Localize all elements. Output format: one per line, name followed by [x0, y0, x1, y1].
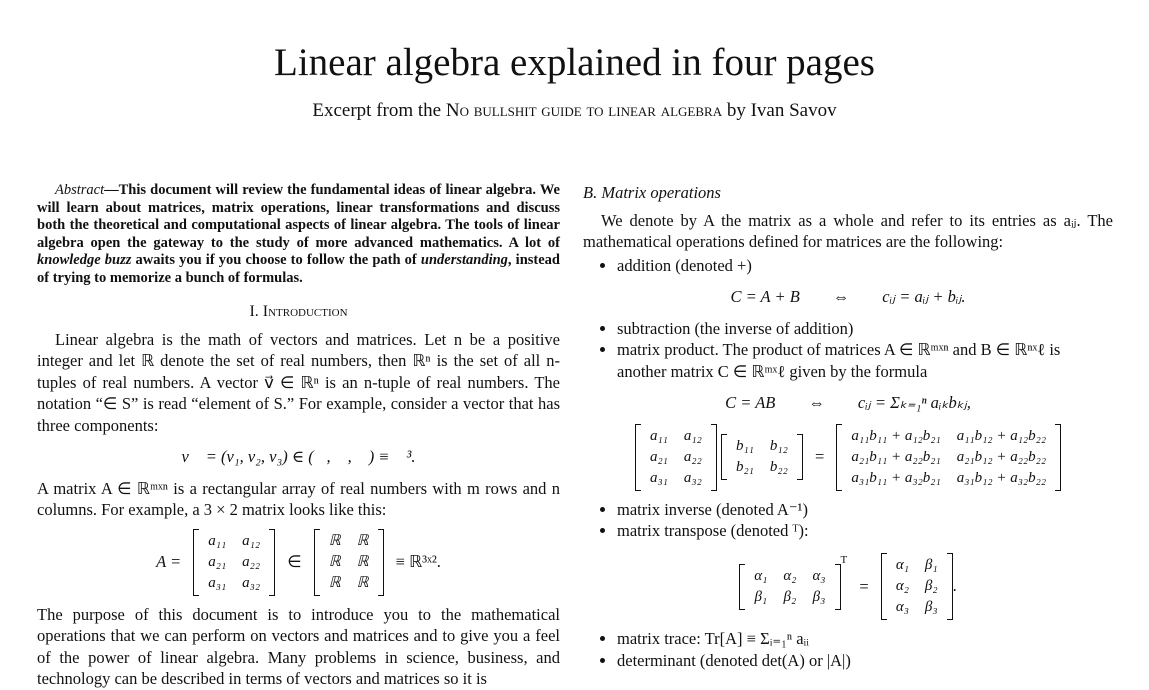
matrix-cell: a₂₂: [242, 553, 261, 570]
product-matrix-c: [836, 424, 1061, 491]
element-of-symbol: ∈: [287, 552, 302, 572]
matrix-cell: b₁₁: [735, 438, 754, 454]
matrix-r: [314, 529, 384, 596]
matrix-cell: α₁: [754, 567, 768, 584]
eq-rhs: ≡ ℝ³ˣ².: [395, 552, 441, 572]
abstract-keyword-2: understanding: [420, 252, 508, 268]
matrix-cell: a₂₂: [683, 448, 702, 465]
matrix-cell: α₃: [895, 599, 909, 616]
transpose-matrix: [739, 564, 840, 610]
matrix-cell: ℝ: [356, 532, 369, 549]
product-equation: C = AB ⇔ cᵢⱼ = Σₖ₌₁ⁿ aᵢₖbₖⱼ,: [725, 393, 971, 412]
list-item-determinant: • determinant (denoted det(A) or |A|): [617, 650, 1113, 672]
matrix-cell: ℝ: [356, 574, 369, 591]
list-item-inverse: • matrix inverse (denoted A⁻¹): [617, 499, 1113, 521]
matrix-cell: β₂: [924, 578, 938, 595]
transposed-matrix: [881, 553, 953, 620]
subtitle-suffix: by Ivan Savov: [722, 100, 837, 121]
matrix-cell: a₁₁b₁₁ + a₁₂b₂₁: [851, 427, 941, 444]
matrix-cell: a₃₁b₁₁ + a₃₂b₂₁: [851, 469, 941, 486]
intro-paragraph-3: The purpose of this document is to introduce you to the mathematical operations that we can perform on vectors and matrices and to give you a feel of the power of linear algebra. Many problems in science, business, and technology can be described in terms of vectors and matrices so it is: [37, 604, 560, 688]
transpose-equals: =: [859, 576, 869, 596]
list-item-product: • matrix product. The product of matrices A ∈ ℝᵐˣⁿ and B ∈ ℝⁿˣℓ is another matrix C ∈ ℝᵐˣℓ given by the formula: [617, 339, 1113, 382]
abstract-label: Abstract: [55, 182, 105, 198]
matrix-cell: β₃: [812, 588, 826, 605]
paper-subtitle: [0, 100, 1149, 122]
matrix-cell: b₂₂: [769, 459, 788, 475]
operations-list-4: [583, 628, 1113, 671]
matrix-cell: a₂₁b₁₁ + a₂₂b₂₁: [851, 448, 941, 465]
product-equals: =: [814, 447, 825, 467]
matrix-cell: a₁₁: [208, 532, 227, 549]
matrix-cell: a₃₂: [242, 574, 261, 591]
transpose-example: [583, 550, 1113, 621]
matrix-cell: ℝ: [356, 553, 369, 570]
operations-list-1: [583, 255, 1113, 277]
matrix-cell: a₃₁b₁₂ + a₃₂b₂₂: [956, 469, 1047, 486]
matrix-cell: a₁₁: [649, 427, 668, 444]
operations-list-3: [583, 499, 1113, 542]
matrix-equation: [37, 529, 560, 596]
matrix-cell: α₂: [783, 567, 797, 584]
eq-lhs: A =: [156, 552, 182, 572]
transpose-superscript: T: [840, 553, 848, 566]
matrix-cell: α₁: [895, 557, 909, 574]
list-item-transpose: • matrix transpose (denoted ᵀ):: [617, 520, 1113, 542]
intro-paragraph-1: Linear algebra is the math of vectors and matrices. Let n be a positive integer and let ℝ denote the set of real numbers, then ℝⁿ is the set of all n-tuples of real numbers. A vector v⃗ ∈ ℝⁿ is an n-tuple of real numbers. The notation “∈ S” is read “element of S.” For example, consider a vector that has three components:: [37, 329, 560, 435]
vector-equation: v⃗ = (v₁, v₂, v₃) ∈ (ℝ, ℝ, ℝ) ≡ ℝ³.: [181, 447, 416, 466]
list-item-addition: • addition (denoted +): [617, 255, 1113, 277]
abstract-text-1: This document will review the fundamental ideas of linear algebra. We will learn about matrices, matrix operations, linear transformations and discuss both the theoretical and computational aspects of linear algebra. The tools of linear algebra open the gateway to the study of more advanced mathematics. A lot of: [37, 182, 560, 251]
abstract-text-2: awaits you if you choose to follow the path of: [131, 252, 421, 268]
matrix-cell: α₃: [812, 567, 826, 584]
abstract: [37, 182, 560, 287]
matops-paragraph-1: We denote by A the matrix as a whole and refer to its entries as aᵢⱼ. The mathematical operations defined for matrices are the following:: [583, 210, 1113, 251]
matrix-cell: β₂: [783, 588, 797, 605]
matrix-cell: a₁₂: [242, 532, 261, 549]
matrix-cell: a₃₁: [649, 469, 668, 486]
list-item-subtraction: • subtraction (the inverse of addition): [617, 318, 1113, 340]
matrix-cell: a₃₂: [683, 469, 702, 486]
matrix-cell: β₁: [924, 557, 938, 574]
matrix-cell: a₃₁: [208, 574, 227, 591]
addition-equation: C = A + B ⇔ cᵢⱼ = aᵢⱼ + bᵢⱼ.: [730, 287, 966, 306]
matrix-cell: a₁₁b₁₂ + a₁₂b₂₂: [956, 427, 1047, 444]
matrix-cell: a₁₂: [683, 427, 702, 444]
matrix-cell: b₁₂: [769, 438, 788, 454]
matrix-cell: β₁: [754, 588, 768, 605]
product-example: [583, 424, 1113, 491]
matrix-cell: ℝ: [328, 553, 341, 570]
matrix-cell: ℝ: [328, 532, 341, 549]
left-column: [37, 182, 560, 690]
abstract-dash: —: [104, 182, 119, 198]
matrix-cell: β₃: [924, 599, 938, 616]
subtitle-book: No bullshit guide to linear algebra: [445, 100, 723, 121]
matrix-cell: a₂₁: [208, 553, 227, 570]
matrix-cell: ℝ: [328, 574, 341, 591]
section-heading-matrix-operations: B. Matrix operations: [583, 183, 721, 202]
abstract-text-3: , instead of trying to memorize a bunch of formulas.: [37, 252, 560, 286]
product-matrix-b: [721, 434, 803, 480]
product-matrix-a: [635, 424, 717, 491]
matrix-cell: b₂₁: [735, 459, 754, 475]
matrix-cell: a₂₁: [649, 448, 668, 465]
operations-list-2: [583, 318, 1113, 383]
transpose-dot: .: [952, 575, 957, 595]
intro-paragraph-2: A matrix A ∈ ℝᵐˣⁿ is a rectangular array of real numbers with m rows and n columns. For example, a 3 × 2 matrix looks like this:: [37, 478, 560, 519]
right-column: [583, 182, 1113, 671]
abstract-keyword-1: knowledge buzz: [37, 252, 132, 268]
list-item-trace: • matrix trace: Tr[A] ≡ Σᵢ₌₁ⁿ aᵢᵢ: [617, 628, 1113, 650]
paper-title: Linear algebra explained in four pages: [274, 41, 875, 84]
subtitle-prefix: Excerpt from the: [312, 100, 446, 121]
section-heading-introduction: I. Introduction: [249, 303, 348, 320]
matrix-a: [193, 529, 275, 596]
matrix-cell: a₂₁b₁₂ + a₂₂b₂₂: [956, 448, 1047, 465]
matrix-cell: α₂: [895, 578, 909, 595]
